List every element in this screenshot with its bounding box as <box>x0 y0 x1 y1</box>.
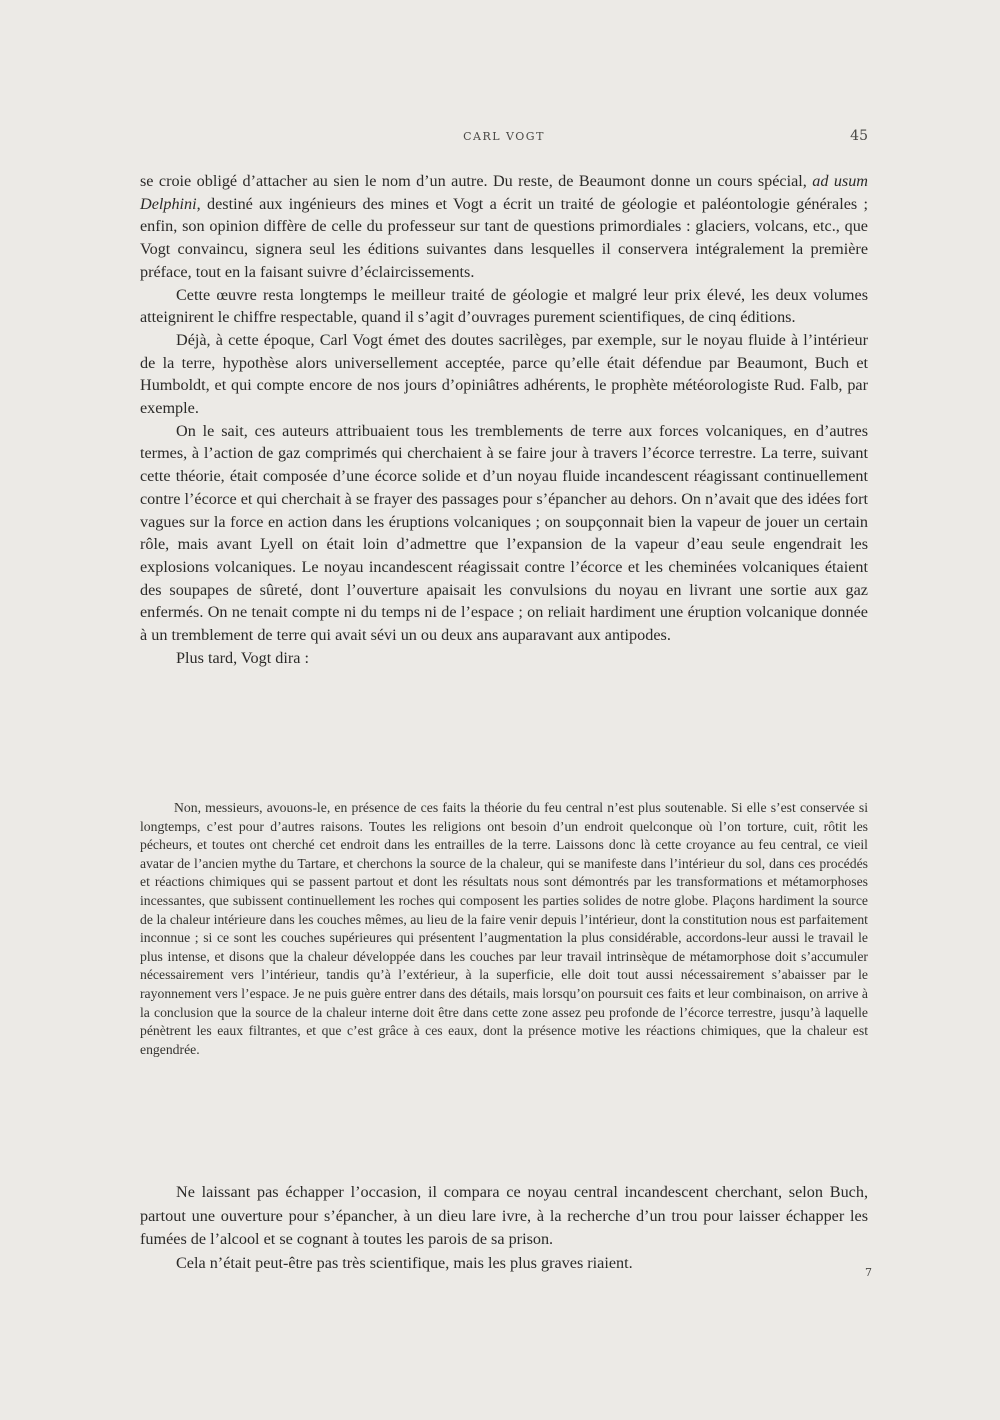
running-title: CARL VOGT <box>463 130 545 143</box>
closing-text <box>140 1181 868 1275</box>
paragraph <box>140 170 868 284</box>
paragraph: Ne laissant pas échapper l’occasion, il compara ce noyau central incandescent cherchant, selon Buch, partout une ouverture pour s’épancher, à un dieu lare ivre, à la recherche d’un trou pour laisser échapper les fumées de l’alcool et se cognant à toutes les parois de sa prison. <box>140 1183 868 1248</box>
paragraph: On le sait, ces auteurs attribuaient tous les tremblements de terre aux forces volcaniques, en d’autres termes, à l’action de gaz comprimés qui cherchaient à se faire jour à travers l’écorce terrestre. La terre, suivant cette théorie, était composée d’une écorce solide et d’un noyau fluide incandescent réagissant continuellement contre l’écorce et qui cherchait à se frayer des passages pour s’épancher au dehors. On n’avait que des idées fort vagues sur la force en action dans les éruptions volcaniques ; on soupçonnait bien la vapeur de jouer un certain rôle, mais avant Lyell on était loin d’admettre que l’expansion de la vapeur d’eau seule engendrait les explosions volcaniques. Le noyau incandescent réagissait contre l’écorce et les cheminées volcaniques étaient des soupapes de sûreté, dont l’ouverture apaisait les convulsions du noyau en livrant une sortie aux gaz enfermés. On ne tenait compte ni du temps ni de l’espace ; on reliait hardiment une éruption volcanique donnée à un tremblement de terre qui avait sévi un ou deux ans auparavant aux antipodes. <box>140 421 868 645</box>
signature-mark: 7 <box>865 1266 872 1279</box>
paragraph: Plus tard, Vogt dira : <box>176 648 309 667</box>
paragraph: Déjà, à cette époque, Carl Vogt émet des doutes sacrilèges, par exemple, sur le noyau fluide à l’intérieur de la terre, hypothèse alors universellement acceptée, parce qu’elle était défendue par Beaumont, Buch et Humboldt, et qui compte encore de nos jours d’opiniâtres adhérents, le prophète météorologiste Rud. Falb, par exemple. <box>140 330 868 418</box>
paragraph-text: se croie obligé d’attacher au sien le nom d’un autre. Du reste, de Beaumont donne un cours spécial, <box>140 172 813 190</box>
paragraph: Cela n’était peut-être pas très scientifique, mais les plus graves riaient. <box>176 1253 633 1272</box>
paragraph: Cette œuvre resta longtemps le meilleur traité de géologie et malgré leur prix élevé, les deux volumes atteignirent le chiffre respectable, quand il s’agit d’ouvrages purement scientifiques, de cinq éditions. <box>140 285 868 327</box>
page-header <box>140 130 868 150</box>
quote-text: Non, messieurs, avouons-le, en présence de ces faits la théorie du feu central n’est plus soutenable. Si elle s’est conservée si longtemps, c’est pour d’autres raisons. Toutes les religions ont besoin d’un endroit quelconque où l’on torture, cuit, rôtit les pécheurs, et toutes ont cherché cet endroit dans les entrailles de la terre. Laissons donc là cette croyance au feu central, ce vieil avatar de l’ancien mythe du Tartare, et cherchons la source de la chaleur, qui se manifeste dans l’intérieur du sol, dans ces procédés et réactions chimiques qui se passent partout et dont les résultats nous sont démontrés par les transformations et métamorphoses incessantes, que subissent continuellement les roches qui composent les parties solides de notre globe. Plaçons hardiment la source de la chaleur intérieure dans les couches mêmes, au lieu de la faire venir depuis l’intérieur, dont la constitution nous est parfaitement inconnue ; si ce sont les couches supérieures qui présentent l’augmentation la plus considérable, accordons-leur aussi le travail le plus intense, et disons que la chaleur développée dans les couches par leur travail intrinsèque de métamorphose doit s’accumuler nécessairement vers l’intérieur, tandis qu’à l’extérieur, à la superficie, elle doit tout aussi nécessairement s’abaisser par le rayonnement vers l’espace. Je ne puis guère entrer dans des détails, mais lorsqu’on poursuit ces faits et leur combinaison, on arrive à la conclusion que la source de la chaleur interne doit être dans cette zone assez peu profonde de l’écorce terrestre, jusqu’à laquelle pénètrent les eaux filtrantes, et que c’est grâce à ces eaux, dont la présence motive les réactions chimiques, que la chaleur est engendrée. <box>140 800 868 1057</box>
page-number: 45 <box>850 128 868 144</box>
block-quote <box>140 799 868 1059</box>
italic-phrase: ad usum Delphini <box>140 172 868 213</box>
paragraph-text: , destiné aux ingénieurs des mines et Vogt a écrit un traité de géologie et paléontologie générales ; enfin, son opinion diffère de celle du professeur sur tant de questions primordiales : glaciers, volcans, etc., que Vogt convaincu, signera seul les éditions suivantes dans lesquelles il conservera intégralement la première préface, tout en la faisant suivre d’éclaircissements. <box>140 194 868 281</box>
body-text <box>140 170 868 669</box>
